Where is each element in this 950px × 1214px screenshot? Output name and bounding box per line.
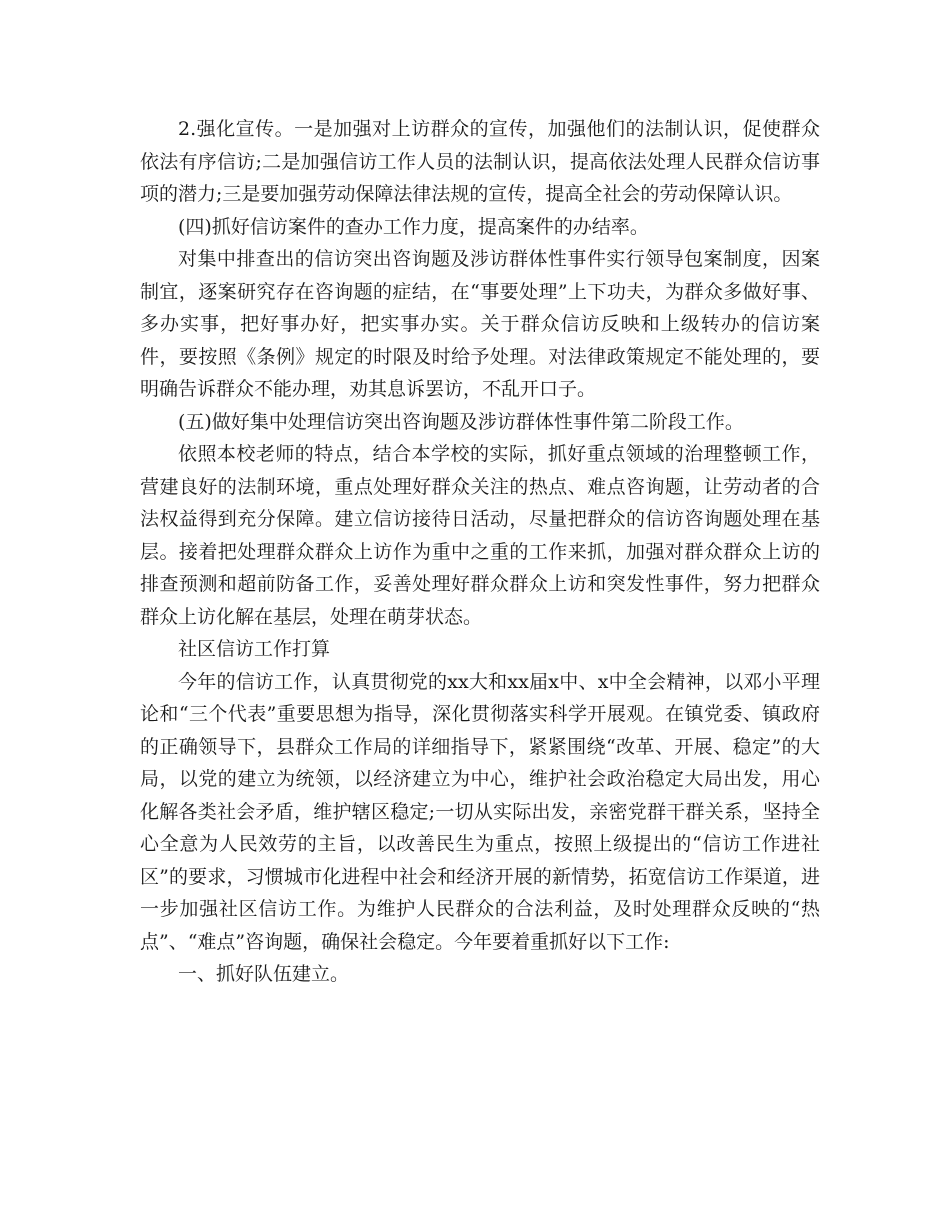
section-heading-4: (四)抓好信访案件的查办工作力度，提高案件的办结率。 [178, 215, 649, 238]
paragraph-case-handling: 对集中排查出的信访突出咨询题及涉访群体性事件实行领导包案制度，因案制宜，逐案研究存在咨询题的症结，在“事要处理”上下功夫，为群众多做好事、多办实事，把好事办好，把实事办实。关于群众信访反映和上级转办的信访案件，要按照《条例》规定的时限及时给予处理。对法律政策规定不能处理的，要明确告诉群众不能办理，劝其息诉罢访，不乱开口子。 [140, 248, 820, 400]
paragraph-publicity: 2.强化宣传。一是加强对上访群众的宣传，加强他们的法制认识，促使群众依法有序信访;二是加强信访工作人员的法制认识，提高依法处理人民群众信访事项的潜力;三是要加强劳动保障法律法规的宣传，提高全社会的劳动保障认识。 [140, 118, 820, 205]
document-body [140, 113, 820, 991]
section-heading-5: (五)做好集中处理信访突出咨询题及涉访群体性事件第二阶段工作。 [178, 410, 744, 433]
document-subtitle: 社区信访工作打算 [178, 638, 331, 660]
paragraph-school-practice: 依照本校老师的特点，结合本学校的实际，抓好重点领域的治理整顿工作，营建良好的法制环境，重点处理好群众关注的热点、难点咨询题，让劳动者的合法权益得到充分保障。建立信访接待日活动，尽量把群众的信访咨询题处理在基层。接着把处理群众群众上访作为重中之重的工作来抓，加强对群众群众上访的排查预测和超前防备工作，妥善处理好群众群众上访和突发性事件，努力把群众群众上访化解在基层，处理在萌芽状态。 [140, 443, 820, 628]
section-heading-1: 一、抓好队伍建立。 [178, 963, 350, 985]
paragraph-annual-plan: 今年的信访工作，认真贯彻党的xx大和xx届x中、x中全会精神，以邓小平理论和“三个代表”重要思想为指导，深化贯彻落实科学开展观。在镇党委、镇政府的正确领导下，县群众工作局的详细指导下，紧紧围绕“改革、开展、稳定”的大局，以党的建立为统领，以经济建立为中心，维护社会政治稳定大局出发，用心化解各类社会矛盾，维护辖区稳定;一切从实际出发，亲密党群干群关系，坚持全心全意为人民效劳的主旨，以改善民生为重点，按照上级提出的“信访工作进社区”的要求，习惯城市化进程中社会和经济开展的新情势，拓宽信访工作渠道，进一步加强社区信访工作。为维护人民群众的合法利益，及时处理群众反映的“热点”、“难点”咨询题，确保社会稳定。今年要着重抓好以下工作: [140, 670, 820, 953]
